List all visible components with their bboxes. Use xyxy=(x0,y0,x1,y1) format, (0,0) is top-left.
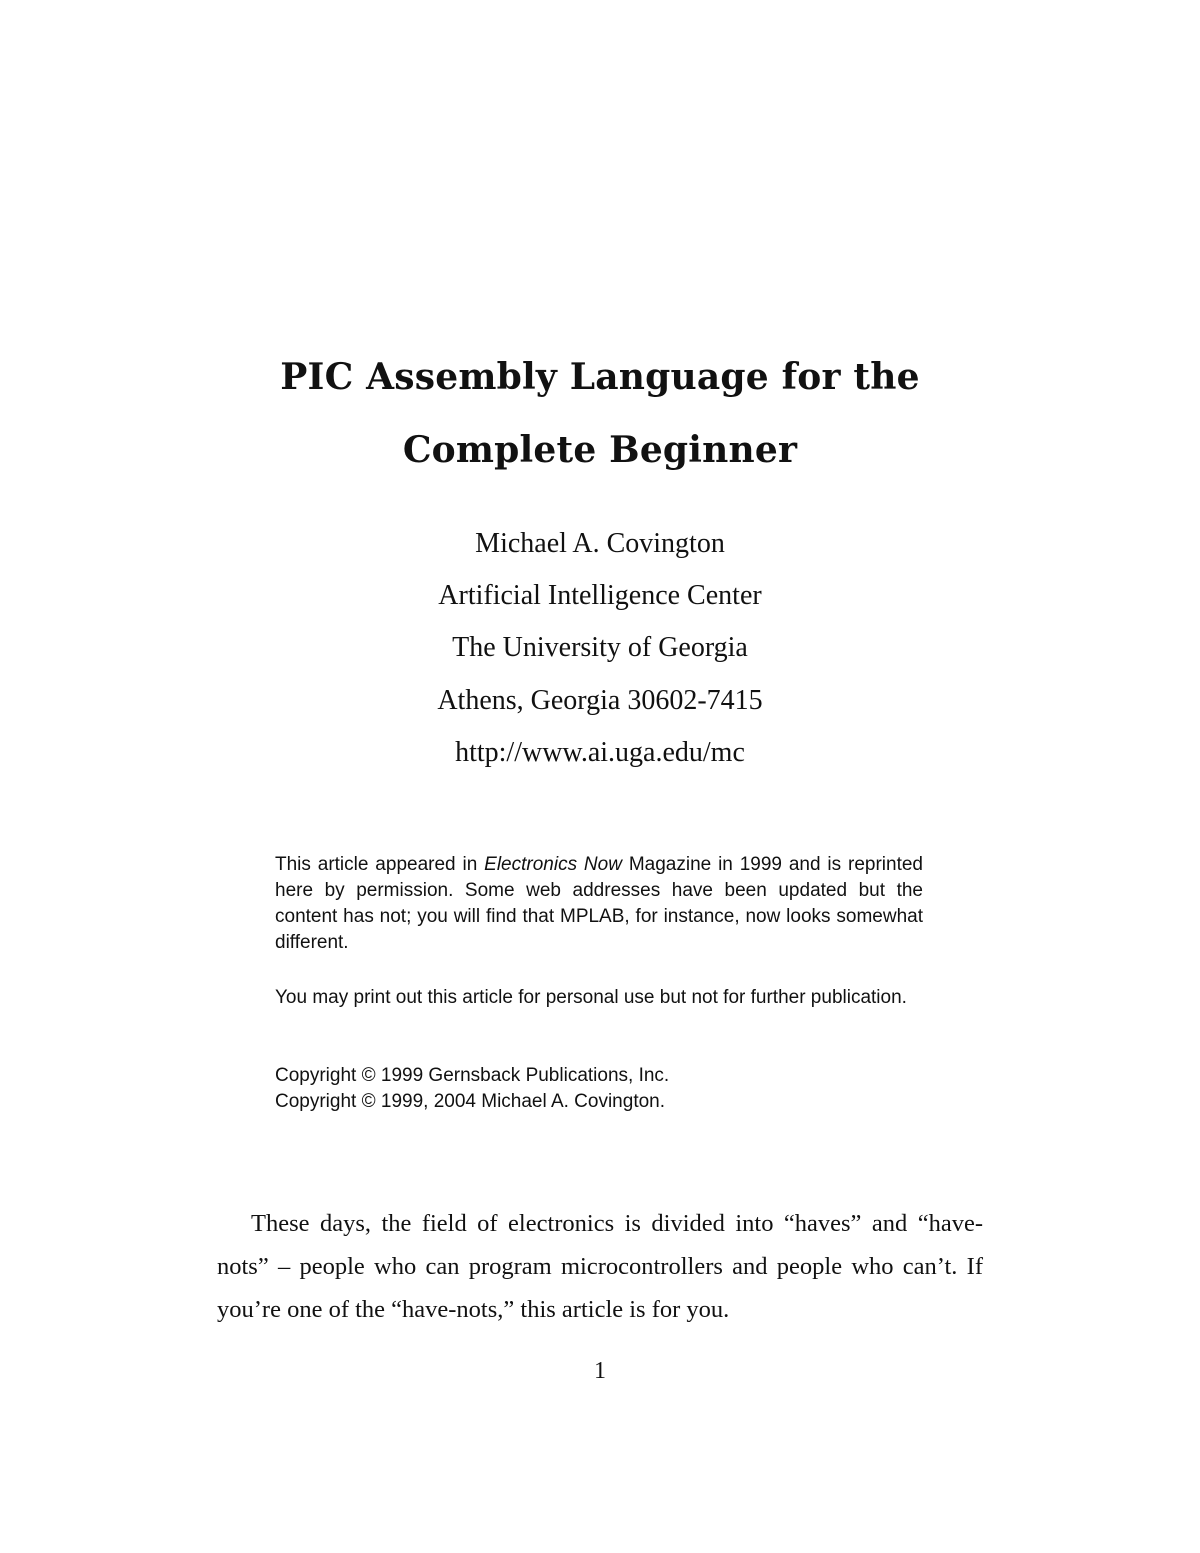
title-line-2: Complete Beginner xyxy=(402,429,798,471)
copyright-line-2: Copyright © 1999, 2004 Michael A. Covington. xyxy=(275,1091,666,1112)
copyright-block xyxy=(275,1063,923,1115)
notice-p1-before: This article appeared in xyxy=(275,854,485,875)
notice-p1-after: Magazine in 1999 and is reprinted here by permission. Some web addresses have been updated but the content has not; you will find that MPLAB, for instance, now looks somewhat different. xyxy=(275,854,924,953)
notice-paragraph-1 xyxy=(275,852,923,956)
copyright-line-1: Copyright © 1999 Gernsback Publications, Inc. xyxy=(275,1065,670,1086)
author-university: The University of Georgia xyxy=(452,632,748,663)
body-paragraph xyxy=(217,1202,983,1331)
notice-paragraph-2 xyxy=(275,985,923,1011)
page-number: 1 xyxy=(594,1358,606,1384)
author-url: http://www.ai.uga.edu/mc xyxy=(455,737,745,768)
notice-p2: You may print out this article for personal use but not for further publication. xyxy=(275,987,907,1008)
magazine-title: Electronics Now xyxy=(484,854,622,875)
author-affiliation: Artificial Intelligence Center xyxy=(438,580,762,611)
intro-paragraph: These days, the field of electronics is divided into “haves” and “have-nots” – people who can program microcontrollers and people who can’t. If you’re one of the “have-nots,” this article is for you. xyxy=(217,1210,983,1323)
title-line-1: PIC Assembly Language for the xyxy=(280,356,920,398)
author-name: Michael A. Covington xyxy=(475,528,725,559)
author-address: Athens, Georgia 30602-7415 xyxy=(437,685,763,716)
